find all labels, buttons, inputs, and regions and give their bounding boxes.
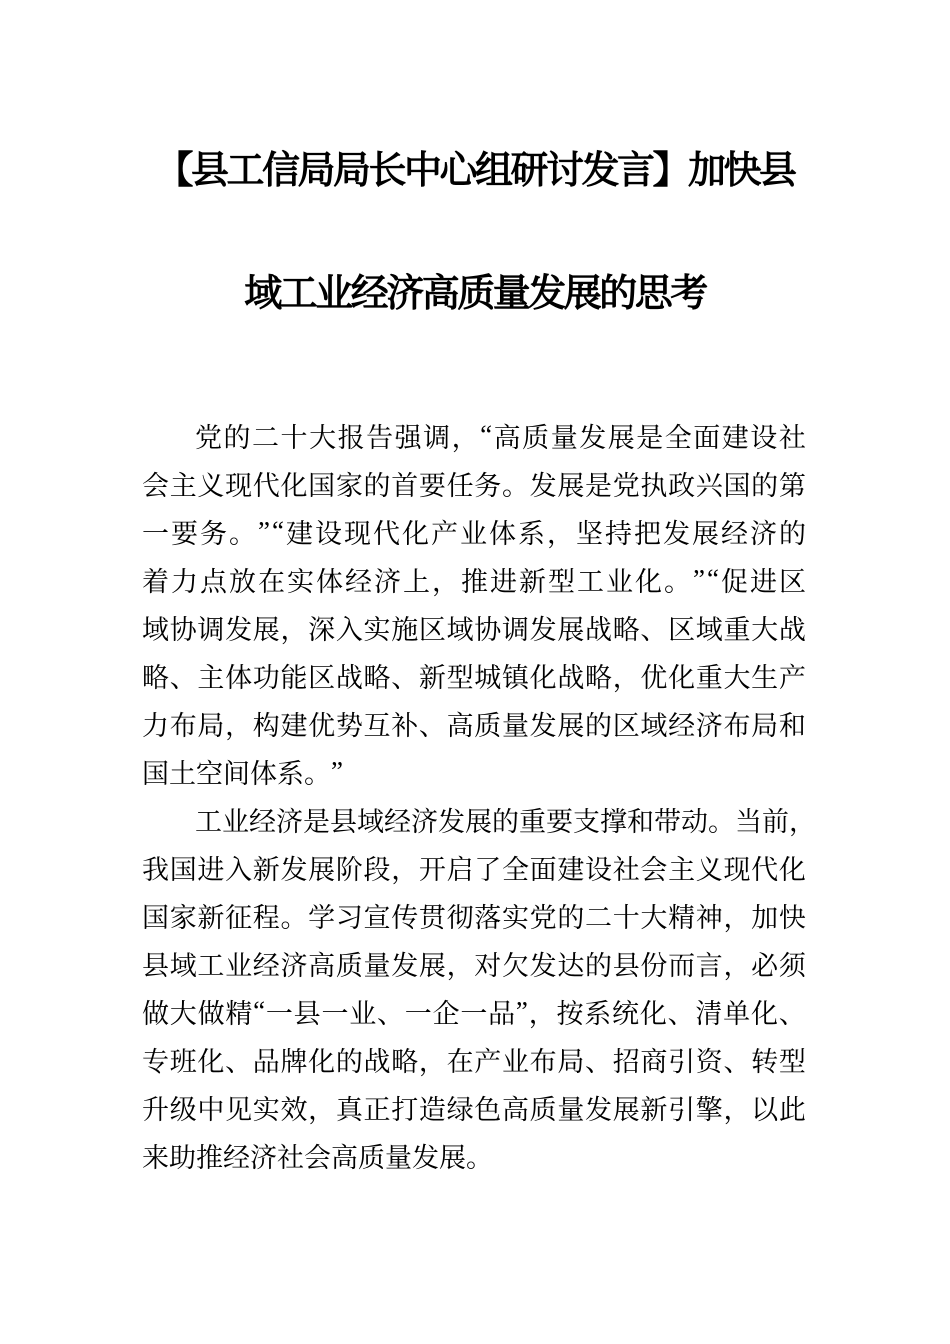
paragraph-1-line-5: 域 协 调 发 展 ， 深 入 实 施 区 域 协 调 发 展 战 略 、 区 域 重 大 战 xyxy=(142,614,806,645)
paragraph-1-line-1: 党 的 二 十 大 报 告 强 调 ， “ 高 质 量 发 展 是 全 面 建 设 社 xyxy=(195,419,806,453)
paragraph-2-line-7: 升 级 中 见 实 效 ， 真 正 打 造 绿 色 高 质 量 发 展 新 引 擎 ， 以 此 xyxy=(142,1094,806,1125)
paragraph-2-line-2: 我 国 进 入 新 发 展 阶 段 ， 开 启 了 全 面 建 设 社 会 主 义 现 代 化 xyxy=(142,854,806,885)
paragraph-1-line-3: 一 要 务 。 ” “ 建 设 现 代 化 产 业 体 系 ， 坚 持 把 发 展 经 济 的 xyxy=(142,515,806,549)
paragraph-1-line-6: 略 、 主 体 功 能 区 战 略 、 新 型 城 镇 化 战 略 ， 优 化 重 大 生 产 xyxy=(142,662,806,693)
paragraph-2-line-6: 专 班 化 、 品 牌 化 的 战 略 ， 在 产 业 布 局 、 招 商 引 资 、 转 型 xyxy=(142,1046,806,1077)
document-title-line-2: 域工业经济高质量发展的思考 xyxy=(244,273,706,315)
paragraph-1-line-4: 着 力 点 放 在 实 体 经 济 上 ， 推 进 新 型 工 业 化 。 ” “ 促 进 区 xyxy=(142,563,806,597)
paragraph-1-line-7: 力 布 局 ， 构 建 优 势 互 补 、 高 质 量 发 展 的 区 域 经 济 布 局 和 xyxy=(142,710,806,741)
paragraph-2-line-5: 做 大 做 精 “ 一 县 一 业 、 一 企 一 品 ” ， 按 系 统 化 、 清 单 化 、 xyxy=(142,995,806,1029)
paragraph-1-line-8: 国 土 空 间 体 系 。 ” xyxy=(142,755,343,789)
document-title-line-1: 【县工信局局长中心组研讨发言】加快县 xyxy=(155,150,795,192)
paragraph-1-line-2: 会 主 义 现 代 化 国 家 的 首 要 任 务 。 发 展 是 党 执 政 兴 国 的 第 xyxy=(142,470,806,501)
document-body xyxy=(142,411,816,1179)
paragraph-2-line-3: 国 家 新 征 程 。 学 习 宣 传 贯 彻 落 实 党 的 二 十 大 精 神 ， 加 快 xyxy=(142,902,806,933)
paragraph-2-line-8: 来 助 推 经 济 社 会 高 质 量 发 展 。 xyxy=(142,1142,493,1173)
paragraph-2-line-4: 县 域 工 业 经 济 高 质 量 发 展 ， 对 欠 发 达 的 县 份 而 言 ， 必 须 xyxy=(142,950,806,981)
paragraph-2-line-1: 工 业 经 济 是 县 域 经 济 发 展 的 重 要 支 撑 和 带 动 。 当 前 ， xyxy=(195,806,816,837)
